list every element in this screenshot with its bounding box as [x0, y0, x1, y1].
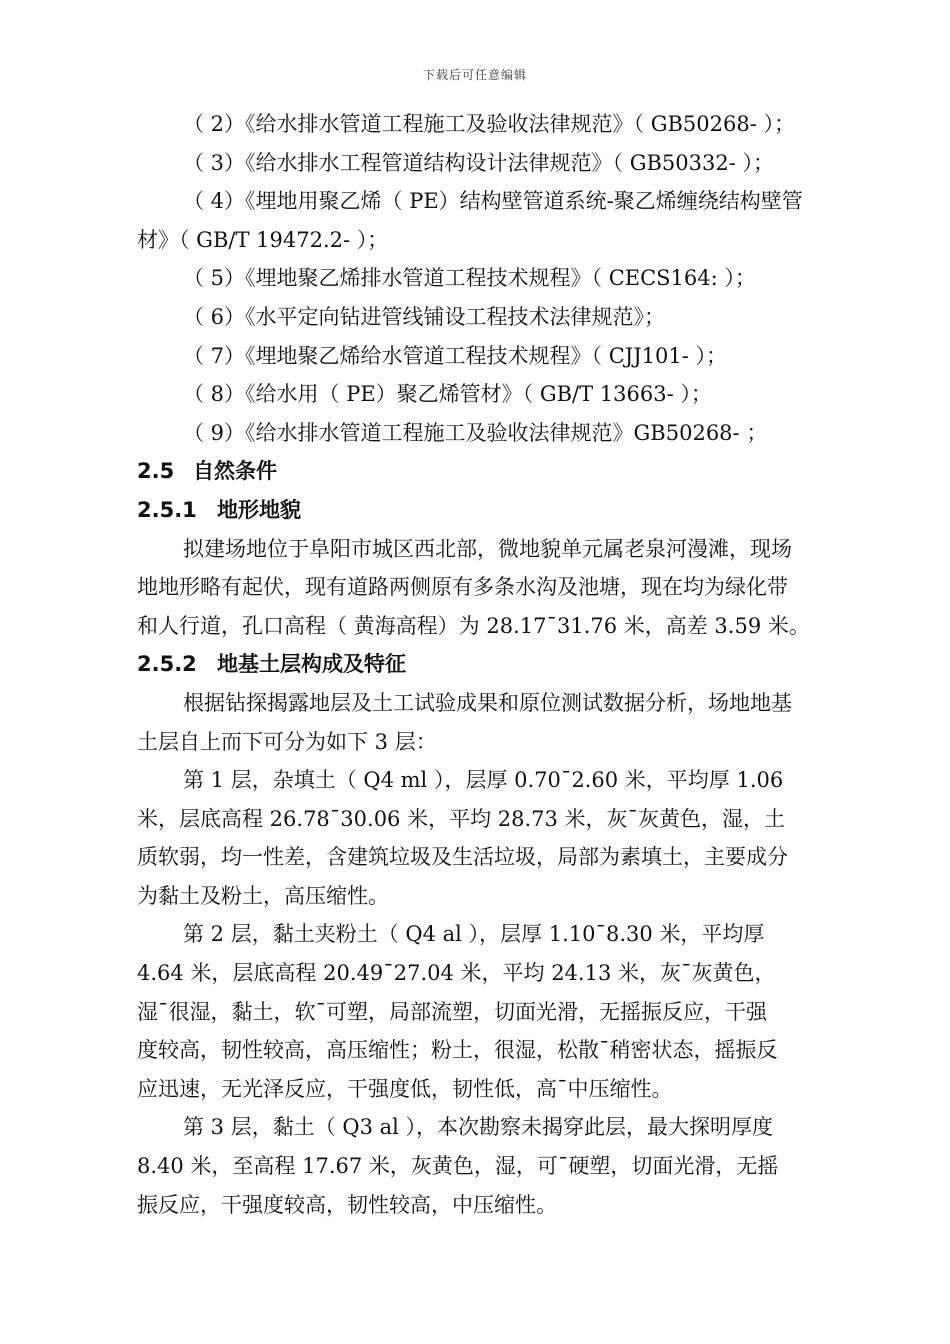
layer-2-line: 应迅速，无光泽反应，干强度低，韧性低，高¯中压缩性。 — [137, 1076, 673, 1101]
section-heading-2-5-1 — [137, 491, 862, 530]
reference-item-continuation: 材》（ GB/T 19472.2- ）； — [137, 227, 389, 252]
paragraph-line: 地地形略有起伏，现有道路两侧原有多条水沟及池塘，现在均为绿化带 — [137, 575, 788, 600]
section-title: 地形地貌 — [217, 497, 301, 522]
section-title: 自然条件 — [193, 459, 277, 484]
paragraph-line: 和人行道，孔口高程（ 黄海高程）为 28.17¯31.76 米，高差 3.59 米。 — [137, 613, 810, 638]
section-number: 2.5.1 — [137, 497, 197, 522]
section-heading-2-5 — [137, 452, 862, 491]
reference-item: （ 7）《埋地聚乙烯给水管道工程技术规程》（ CJJ101- ）； — [183, 343, 727, 368]
header-note: 下载后可任意编辑 — [422, 68, 527, 82]
layer-2-line: 第 2 层，黏土夹粉土（ Q4 al ），层厚 1.10¯8.30 米，平均厚 — [183, 922, 765, 947]
reference-item: （ 4）《埋地用聚乙烯（ PE）结构壁管道系统-聚乙烯缠绕结构壁管 — [183, 189, 803, 214]
reference-item: （ 5）《埋地聚乙烯排水管道工程技术规程》（ CECS164: ）； — [183, 266, 756, 291]
layer-1-line: 质软弱，均一性差，含建筑垃圾及生活垃圾，局部为素填土，主要成分 — [137, 845, 788, 870]
section-number: 2.5 — [137, 459, 175, 484]
layer-2-line: 4.64 米，层底高程 20.49¯27.04 米，平均 24.13 米，灰¯灰黄色， — [137, 961, 776, 986]
layer-1-line: 为黏土及粉土，高压缩性。 — [137, 883, 389, 908]
layer-2-line: 度较高，韧性较高，高压缩性；粉土，很湿，松散¯稍密状态，摇振反 — [137, 1038, 778, 1063]
section-heading-2-5-2 — [137, 645, 862, 684]
layer-3-line: 振反应，干强度较高，韧性较高，中压缩性。 — [137, 1192, 557, 1217]
layer-1-line: 第 1 层，杂填土（ Q4 ml ），层厚 0.70¯2.60 米，平均厚 1.06 — [183, 768, 784, 793]
section-number: 2.5.2 — [137, 652, 197, 677]
reference-item: （ 3）《给水排水工程管道结构设计法律规范》（ GB50332- ）； — [183, 150, 774, 175]
section-title: 地基土层构成及特征 — [217, 652, 406, 677]
layer-3-line: 第 3 层，黏土（ Q3 al ），本次勘察未揭穿此层，最大探明厚度 — [183, 1115, 774, 1140]
paragraph-line: 土层自上而下可分为如下 3 层： — [137, 729, 437, 754]
reference-item: （ 2）《给水排水管道工程施工及验收法律规范》（ GB50268- ）； — [183, 112, 795, 136]
reference-item: （ 8）《给水用（ PE）聚乙烯管材》（ GB/T 13663- ）； — [183, 382, 712, 407]
paragraph-line: 拟建场地位于阜阳市城区西北部，微地貌单元属老泉河漫滩，现场 — [183, 536, 792, 561]
reference-item: （ 6）《水平定向钻进管线铺设工程技术法律规范》； — [183, 304, 666, 329]
document-body — [137, 105, 862, 1224]
layer-3-line: 8.40 米，至高程 17.67 米，灰黄色，湿，可¯硬塑，切面光滑，无摇 — [137, 1154, 779, 1179]
paragraph-line: 根据钻探揭露地层及土工试验成果和原位测试数据分析，场地地基 — [183, 690, 792, 715]
layer-1-line: 米，层底高程 26.78¯30.06 米，平均 28.73 米，灰¯灰黄色，湿，土 — [137, 806, 786, 831]
layer-2-line: 湿¯很湿，黏土，软¯可塑，局部流塑，切面光滑，无摇振反应，干强 — [137, 999, 767, 1024]
reference-item: （ 9）《给水排水管道工程施工及验收法律规范》GB50268- ； — [183, 420, 768, 445]
